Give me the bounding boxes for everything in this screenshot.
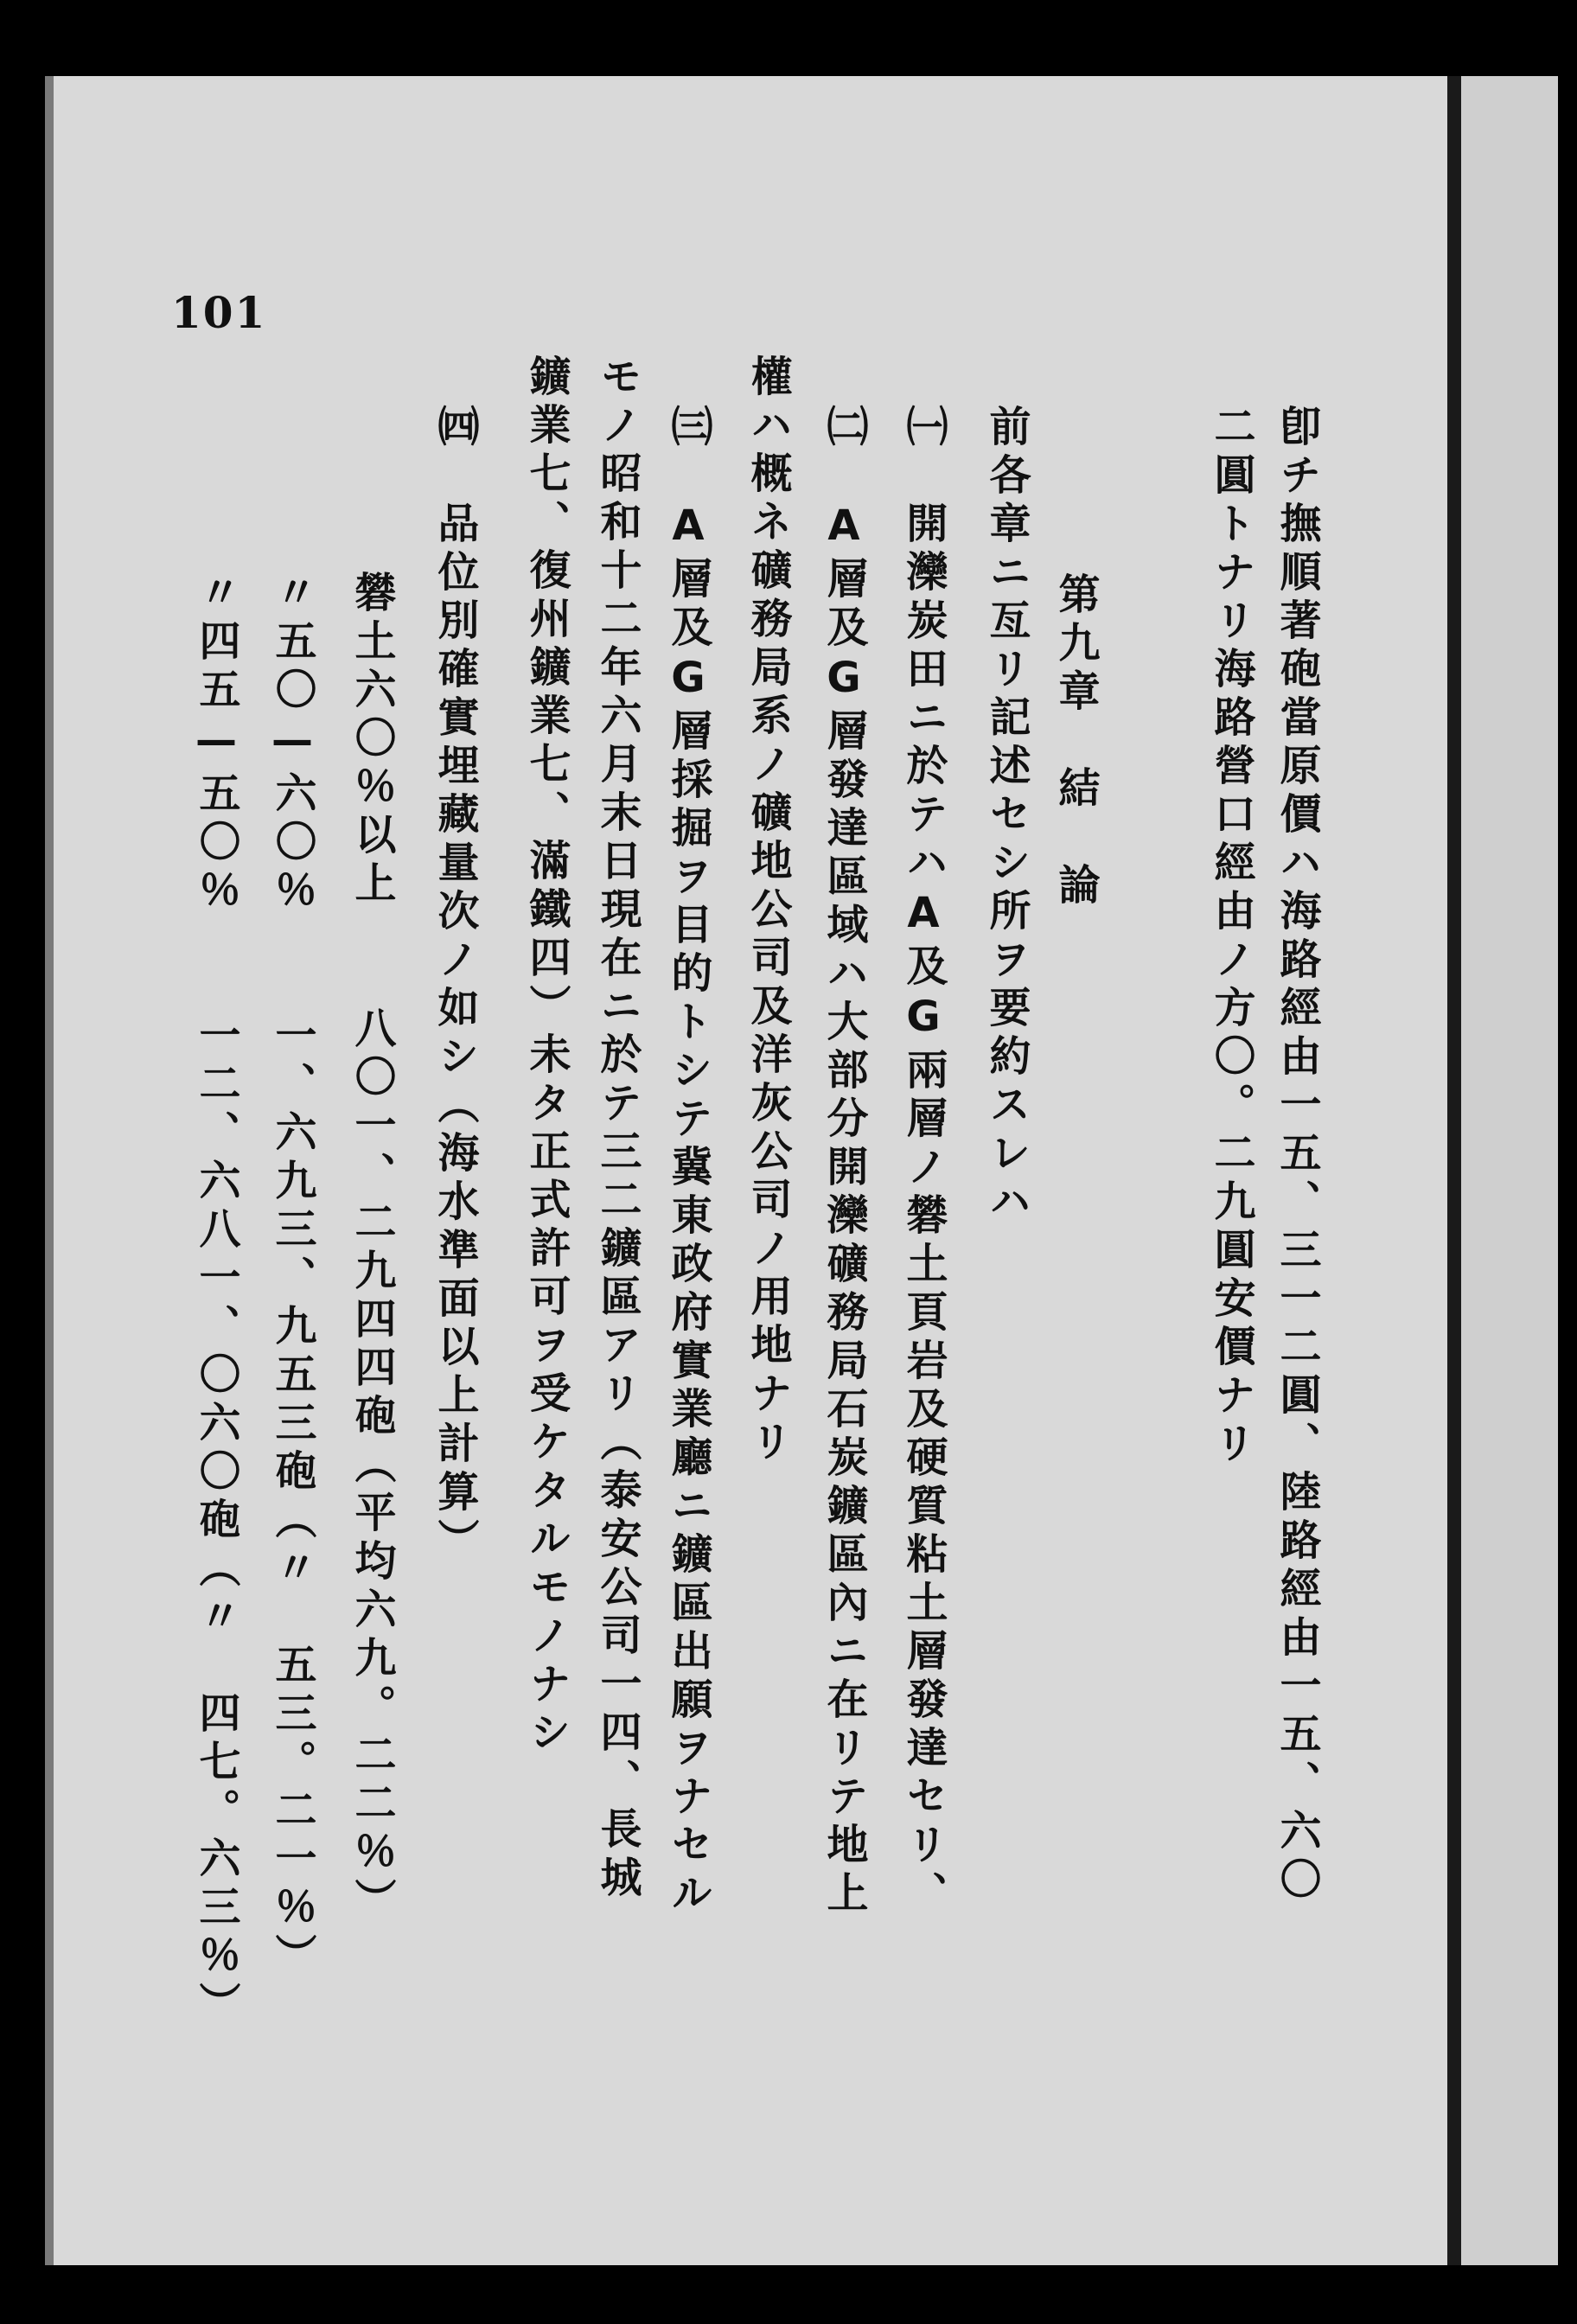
reserve-row-3: 〃四五—五〇％ 一二、六八一、〇六〇砲（〃 四七。六三％） xyxy=(192,571,240,2030)
list-item-3: ㈢ A層及G層採掘ヲ目的トシテ冀東政府實業廳ニ鑛區出願ヲナセル xyxy=(664,405,712,1919)
list-item-3-cont-2: 鑛業七、復州鑛業七、滿鐵四）未タ正式許可ヲ受ケタルモノナシ xyxy=(522,354,571,1759)
page-gutter xyxy=(1447,76,1461,2265)
list-item-2-cont: 權ハ概ネ礦務局系ノ礦地公司及洋灰公司ノ用地ナリ xyxy=(744,354,792,1468)
text-column-1: 卽チ撫順著砲當原價ハ海路經由一五、三一二圓、陸路經由一五、六〇 xyxy=(1273,405,1321,1906)
list-item-2: ㈡ A層及G層發達區域ハ大部分開灤礦務局石炭鑛區內ニ在リテ地上 xyxy=(820,405,868,1919)
list-item-4: ㈣ 品位別確實埋藏量次ノ如シ（海水準面以上計算） xyxy=(431,405,479,1567)
reserve-row-1: 礬土六〇％以上 八〇一、二九四四砲（平均六九。二二％） xyxy=(348,571,396,1926)
reserve-row-2: 〃五〇—六〇％ 一、六九三、九五三砲（〃 五三。二一％） xyxy=(268,571,316,1982)
page-number: 101 xyxy=(171,287,267,338)
chapter-heading: 第九章 結 論 xyxy=(1051,572,1100,911)
list-item-1: ㈠ 開灤炭田ニ於テハA及G兩層ノ礬土頁岩及硬質粘土層發達セリ、 xyxy=(899,405,948,1919)
list-item-3-cont-1: モノ昭和十二年六月末日現在ニ於テ三二鑛區アリ（泰安公司一四、長城 xyxy=(593,354,642,1904)
text-column-4: 前各章ニ亙リ記述セシ所ヲ要約スレハ xyxy=(982,405,1031,1228)
text-column-2: 二圓トナリ海路營口經由ノ方〇。二九圓安價ナリ xyxy=(1207,405,1255,1470)
adjacent-page-edge xyxy=(1461,76,1558,2265)
